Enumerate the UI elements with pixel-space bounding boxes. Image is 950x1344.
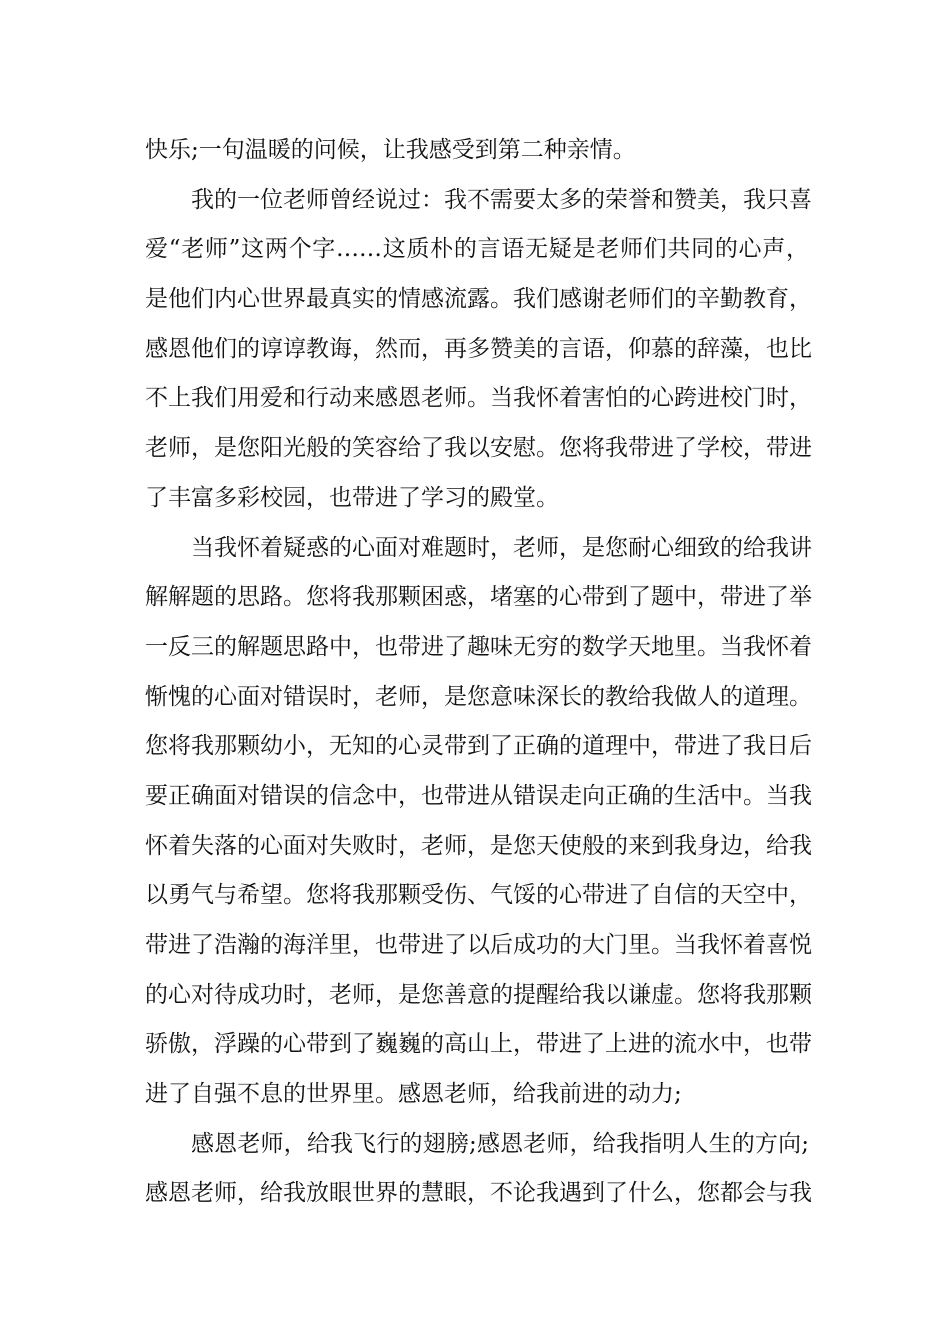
text-line: 要正确面对错误的信念中，也带进从错误走向正确的生活中。当我 [145, 782, 812, 809]
text-line: 您将我那颗幼小，无知的心灵带到了正确的道理中，带进了我日后 [145, 733, 812, 760]
text-line: 了丰富多彩校园，也带进了学习的殿堂。 [145, 484, 559, 511]
text-line: 我的一位老师曾经说过：我不需要太多的荣誉和赞美，我只喜 [191, 186, 812, 213]
text-line: 感恩老师，给我放眼世界的慧眼，不论我遇到了什么，您都会与我 [145, 1180, 812, 1207]
text-line: 感恩老师，给我飞行的翅膀;感恩老师，给我指明人生的方向; [191, 1130, 809, 1157]
text-line: 的心对待成功时，老师，是您善意的提醒给我以谦虚。您将我那颗 [145, 981, 812, 1008]
text-line: 是他们内心世界最真实的情感流露。我们感谢老师们的辛勤教育， [145, 286, 812, 313]
text-line: 进了自强不息的世界里。感恩老师，给我前进的动力; [145, 1081, 682, 1108]
document-body [145, 126, 812, 1219]
text-line: 解解题的思路。您将我那颗困惑，堵塞的心带到了题中，带进了举 [145, 584, 812, 611]
text-line: 一反三的解题思路中，也带进了趣味无穷的数学天地里。当我怀着 [145, 633, 812, 660]
text-line: 怀着失落的心面对失败时，老师，是您天使般的来到我身边，给我 [145, 832, 812, 859]
text-line: 不上我们用爱和行动来感恩老师。当我怀着害怕的心跨进校门时， [145, 385, 812, 412]
text-line: 老师，是您阳光般的笑容给了我以安慰。您将我带进了学校，带进 [145, 435, 812, 462]
text-line: 感恩他们的谆谆教诲，然而，再多赞美的言语，仰慕的辞藻，也比 [145, 335, 812, 362]
text-line: 以勇气与希望。您将我那颗受伤、气馁的心带进了自信的天空中， [145, 882, 812, 909]
text-line: 骄傲，浮躁的心带到了巍巍的高山上，带进了上进的流水中，也带 [145, 1031, 812, 1058]
text-line: 爱“老师”这两个字……这质朴的言语无疑是老师们共同的心声， [145, 236, 809, 263]
text-line: 当我怀着疑惑的心面对难题时，老师，是您耐心细致的给我讲 [191, 534, 812, 561]
text-line: 惭愧的心面对错误时，老师，是您意味深长的教给我做人的道理。 [145, 683, 812, 710]
text-line: 带进了浩瀚的海洋里，也带进了以后成功的大门里。当我怀着喜悦 [145, 932, 812, 958]
text-line: 快乐;一句温暖的问候，让我感受到第二种亲情。 [145, 137, 636, 163]
